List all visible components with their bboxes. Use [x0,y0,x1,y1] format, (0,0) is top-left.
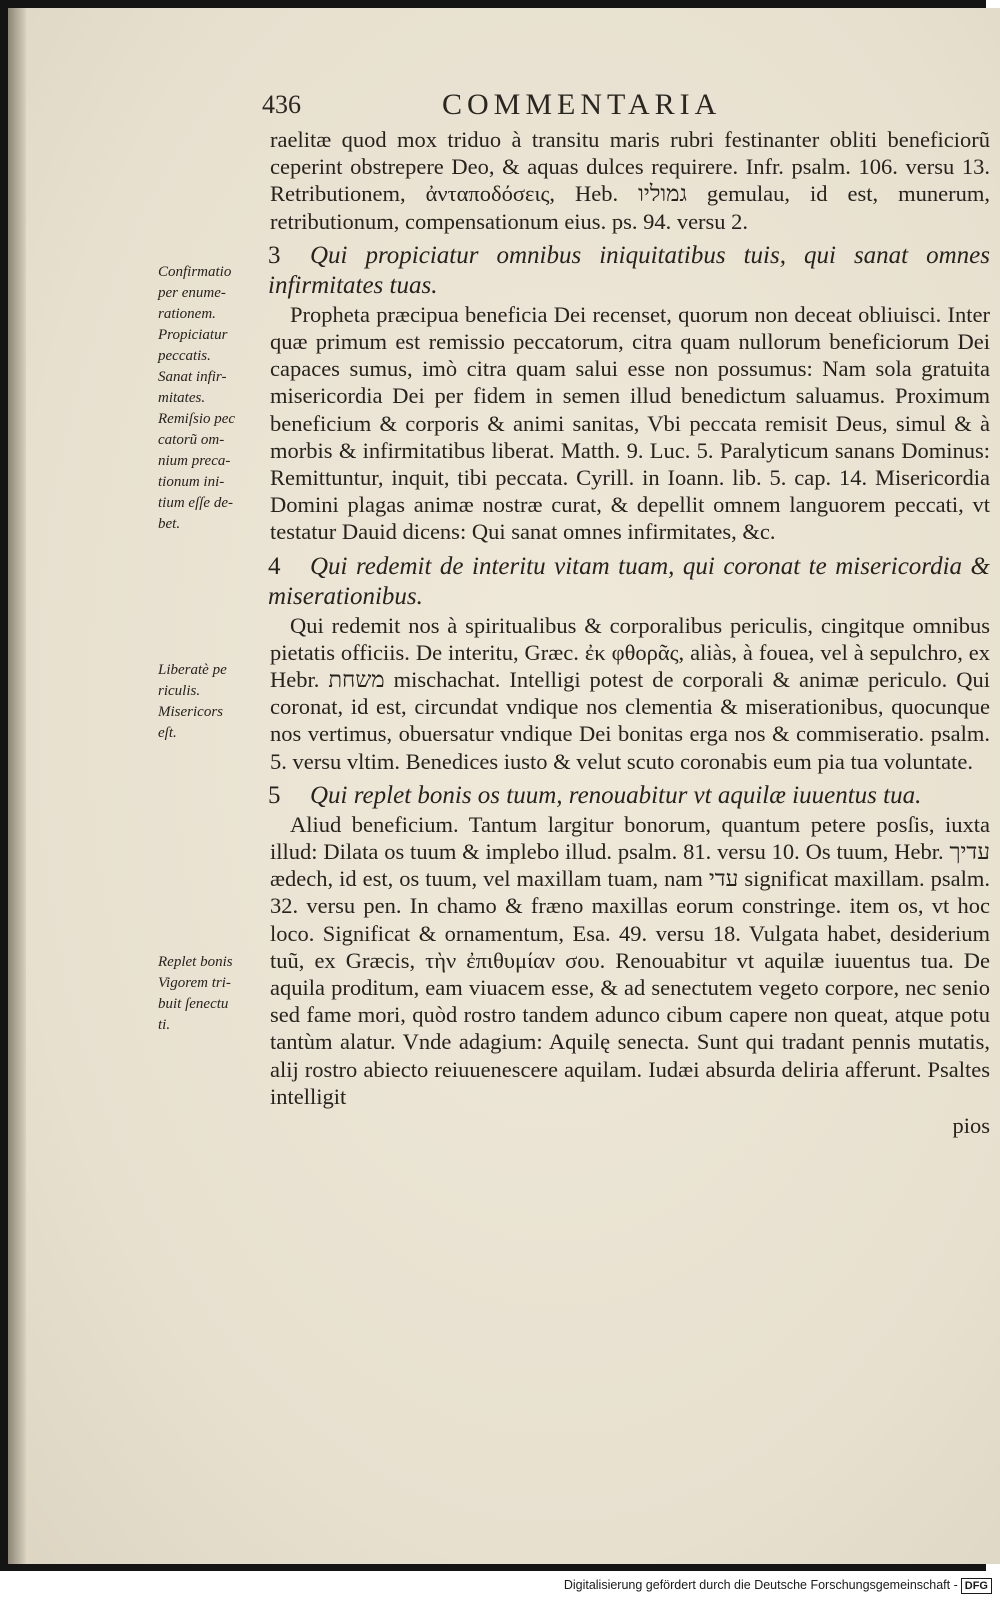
verse-number: 5 [268,781,281,809]
paragraph-4: Aliud beneficium. Tantum largitur bonorum, quantum petere posſis, iuxta illud: Dilata os tuum & implebo illud. psalm. 81. versu 10. Os tuum, Hebr. עדיך ædech, id est, os tuum, vel maxillam tuam, nam עדי significat maxillam. psalm. 32. versu pen. In chamo & fræno maxillas eorum constringe. item os, vt hoc loco. Significat & ornamentum, Esa. 49. versu 18. Vulgata habet, desiderium tuũ, ex Græcis, τὴν ἐπιθυμίαν σου. Renouabitur vt aquilæ iuuentus tua. De aquila proditum, eam viuacem esse, & ad senectutem vegeto corpore, nec senio sed fame mori, quòd rostro tandem adunco cibum capere non queat, atque potu tantùm alatur. Vnde adagium: Aquilę senecta. Sunt qui tradant pennis mutatis, alij rostro abiecto reiuuenescere aquilam. Iudæi absurda deliria afferunt. Psaltes intelligit [270,811,991,1109]
page-gutter [8,8,26,1564]
margin-note-replet: Replet bonis Vigorem tri- buit ſenectu ti. [158,954,233,1033]
main-text [270,126,990,1139]
verse-text: Qui replet bonis os tuum, renouabitur vt aquilæ iuuentus tua. [310,781,922,809]
credit-text: Digitalisierung gefördert durch die Deutsche Forschungsgemeinschaft - [563,1578,958,1592]
running-title: COMMENTARIA [442,88,722,121]
verse-5 [268,781,990,811]
verse-text: Qui redemit de interitu vitam tuam, qui coronat te misericordia & miserationibus. [268,552,990,610]
page-number: 436 [262,90,301,119]
digitization-credit [564,1578,992,1594]
dfg-logo: DFG [961,1578,992,1594]
margin-note-confirmatio: Confirmatio per enume- rationem. Propiciatur peccatis. Sanat infir- mitates. Remiſsio pec catorũ om- nium preca- tionum ini- tium eſſe de- bet. [158,264,236,532]
verse-4 [268,552,990,612]
verse-number: 3 [268,241,281,269]
running-head [262,88,982,128]
paragraph-3: Qui redemit nos à spiritualibus & corporalibus periculis, cingitque omnibus pietatis officiis. De interitu, Græc. ἐκ φθορᾶς, aliàs, à fouea, vel à sepulchro, ex Hebr. משחת mischachat. Intelligi potest de corporali & animæ periculo. Qui coronat, id est, circundat vndique nos clementia & miserationibus, quocunque nos vertimus, obuersatur vndique Dei bonitas erga nos & commiseratio. psalm. 5. versu vltim. Benedices iusto & velut scuto coronabis eum pia tua voluntate. [270,612,990,774]
verse-3 [268,241,990,301]
paragraph-2: Propheta præcipua beneficia Dei recenset, quorum non deceat obliuisci. Inter quæ primum est remissio peccatorum, citra quam nullorum beneficiorum Dei capaces sumus, imò citra quam salui esse non possumus: Nam sola gratuita misericordia Dei per fidem in semen illud benedictum saluamus. Proximum beneficium & corporis & animi sanitas, Vbi peccata remisit Deus, simul & à morbis & infirmitatibus liberat. Matth. 9. Luc. 5. Paralyticum sanans Dominus: Remittuntur, inquit, tibi peccata. Cyrill. in Ioann. lib. 5. cap. 14. Misericordia Domini plagas animæ nostræ curat, & depellit omnem languorem peccati, vt testatur Dauid dicens: Qui sanat omnes infirmitates, &c. [270,301,990,545]
verse-text: Qui propiciatur omnibus iniquitatibus tuis, qui sanat omnes infirmitates tuas. [268,241,990,299]
catchword: pios [952,1113,990,1139]
verse-number: 4 [268,552,281,580]
paragraph-1: raelitæ quod mox triduo à transitu maris rubri festinanter obliti beneficiorũ ceperint obstrepere Deo, & aquas dulces requirere. Infr. psalm. 106. versu 13. Retributionem, ἀνταποδόσεις, Heb. גמוליו gemulau, id est, munerum, retributionum, compensationum eius. ps. 94. versu 2. [270,127,990,234]
margin-note-liberat: Liberatè pe riculis. Misericors eſt. [158,662,227,741]
